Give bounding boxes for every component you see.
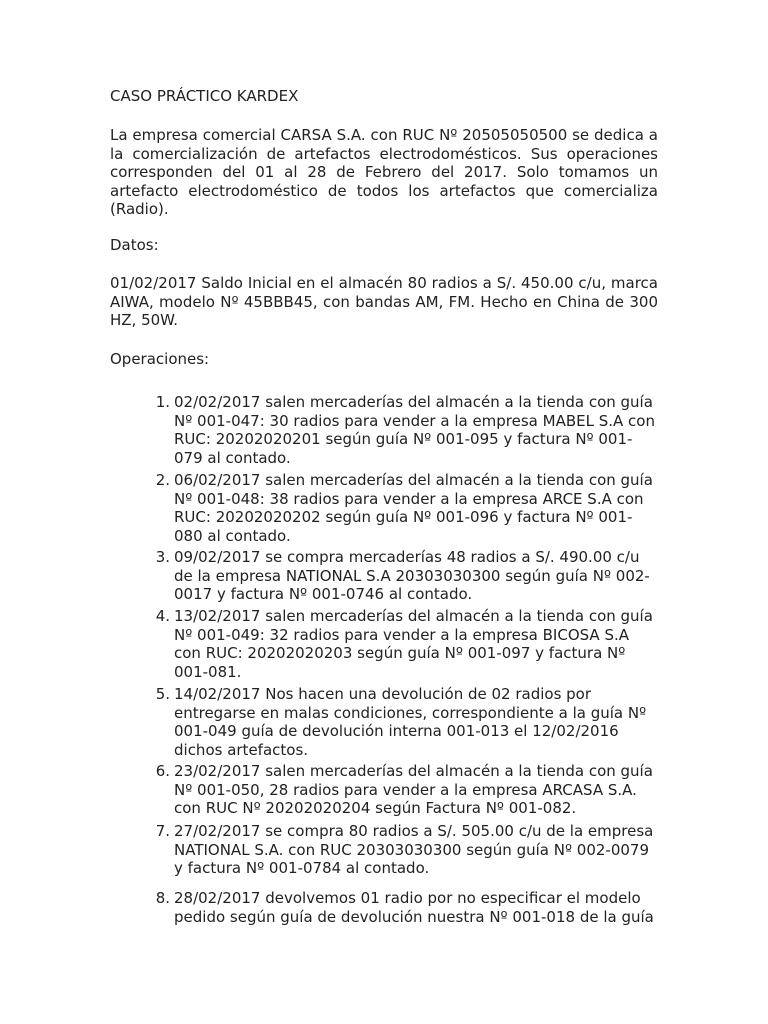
operation-text: 23/02/2017 salen mercaderías del almacén a la tienda con guía Nº 001-050, 28 radios para vender a la empresa ARCASA S.A. con RUC Nº 20202020204 según Factura Nº 001-082. (174, 762, 653, 818)
operaciones-heading: Operaciones: (110, 350, 210, 368)
operation-number: 2. (155, 471, 170, 489)
operation-text: 13/02/2017 salen mercaderías del almacén a la tienda con guía Nº 001-049: 32 radios para vender a la empresa BICOSA S.A con RUC: 20202020203 según guía Nº 001-097 y factura Nº 001-081. (174, 607, 653, 681)
intro-paragraph: La empresa comercial CARSA S.A. con RUC Nº 20505050500 se dedica a la comercialización de artefactos electrodomésticos. Sus operaciones corresponden del 01 al 28 de Febrero del 2017. Solo tomamos un artefacto electrodoméstico de todos los artefactos que comercializa (Radio). (110, 126, 658, 219)
datos-heading: Datos: (110, 236, 159, 254)
operation-text: 02/02/2017 salen mercaderías del almacén a la tienda con guía Nº 001-047: 30 radios para vender a la empresa MABEL S.A con RUC: 20202020201 según guía Nº 001-095 y factura Nº 001-079 al contado. (174, 393, 655, 467)
operation-number: 8. (155, 889, 170, 907)
document-title: CASO PRÁCTICO KARDEX (110, 87, 299, 105)
operation-text: 28/02/2017 devolvemos 01 radio por no especificar el modelo pedido según guía de devolución nuestra Nº 001-018 de la guía (174, 889, 654, 926)
operation-number: 3. (155, 548, 170, 566)
operation-text: 06/02/2017 salen mercaderías del almacén a la tienda con guía Nº 001-048: 38 radios para vender a la empresa ARCE S.A con RUC: 20202020202 según guía Nº 001-096 y factura Nº 001-080 al contado. (174, 471, 653, 545)
operation-number: 7. (155, 822, 170, 840)
operation-number: 5. (155, 685, 170, 703)
operation-number: 1. (155, 393, 170, 411)
operation-text: 27/02/2017 se compra 80 radios a S/. 505.00 c/u de la empresa NATIONAL S.A. con RUC 20303030300 según guía Nº 002-0079 y factura Nº 001-0784 al contado. (174, 822, 654, 878)
operation-text: 09/02/2017 se compra mercaderías 48 radios a S/. 490.00 c/u de la empresa NATIONAL S.A 20303030300 según guía Nº 002-0017 y factura Nº 001-0746 al contado. (174, 548, 650, 604)
operation-text: 14/02/2017 Nos hacen una devolución de 02 radios por entregarse en malas condiciones, correspondiente a la guía Nº 001-049 guía de devolución interna 001-013 el 12/02/2016 dichos artefactos. (174, 685, 647, 759)
datos-paragraph: 01/02/2017 Saldo Inicial en el almacén 80 radios a S/. 450.00 c/u, marca AIWA, modelo Nº 45BBB45, con bandas AM, FM. Hecho en China de 300 HZ, 50W. (110, 274, 658, 330)
operation-number: 4. (155, 607, 170, 625)
operation-number: 6. (155, 762, 170, 780)
